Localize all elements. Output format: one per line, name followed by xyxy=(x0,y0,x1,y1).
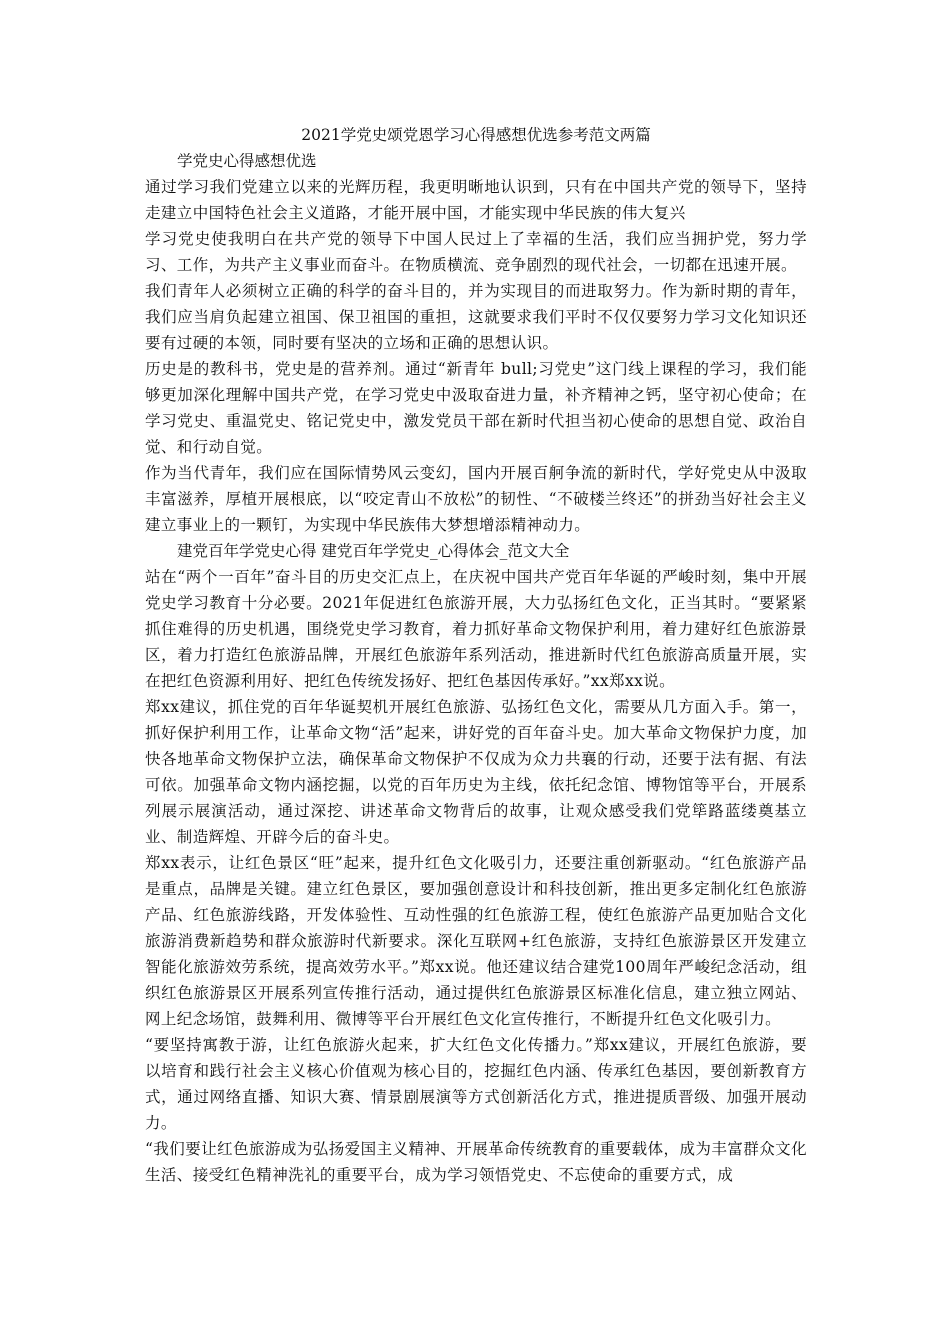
paragraph: 我们青年人必须树立正确的科学的奋斗目的，并为实现目的而进取努力。作为新时期的青年，我们应当肩负起建立祖国、保卫祖国的重担，这就要求我们平时不仅仅要努力学习文化知识还要有过硬的本领，同时要有坚决的立场和正确的思想认识。 xyxy=(145,282,807,352)
document-page xyxy=(145,122,807,1188)
section-study-party-history xyxy=(145,148,807,538)
paragraph: “要坚持寓教于游，让红色旅游火起来，扩大红色文化传播力。”郑xx建议，开展红色旅游，要以培育和践行社会主义核心价值观为核心目的，挖掘红色内涵、传承红色基因，要创新教育方式，通过网络直播、知识大赛、情景剧展演等方式创新活化方式，推进提质晋级、加强开展动力。 xyxy=(145,1036,807,1132)
paragraph: 郑xx表示，让红色景区“旺”起来，提升红色文化吸引力，还要注重创新驱动。“红色旅游产品是重点，品牌是关键。建立红色景区，要加强创意设计和科技创新，推出更多定制化红色旅游产品、红色旅游线路，开发体验性、互动性强的红色旅游工程，使红色旅游产品更加贴合文化旅游消费新趋势和群众旅游时代新要求。深化互联网+红色旅游，支持红色旅游景区开发建立智能化旅游效劳系统，提高效劳水平。”郑xx说。他还建议结合建党100周年严峻纪念活动，组织红色旅游景区开展系列宣传推行活动，通过提供红色旅游景区标准化信息，建立独立网站、网上纪念场馆，鼓舞利用、微博等平台开展红色文化宣传推行，不断提升红色文化吸引力。 xyxy=(145,854,807,1028)
paragraph: “我们要让红色旅游成为弘扬爱国主义精神、开展革命传统教育的重要载体，成为丰富群众文化生活、接受红色精神洗礼的重要平台，成为学习领悟党史、不忘使命的重要方式，成 xyxy=(145,1140,807,1184)
section-heading: 学党史心得感想优选 xyxy=(177,152,317,170)
paragraph: 历史是的教科书，党史是的营养剂。通过“新青年 bull;习党史”这门线上课程的学习，我们能够更加深化理解中国共产党，在学习党史中汲取奋进力量，补齐精神之钙，坚守初心使命；在学习党史、重温党史、铭记党史中，激发党员干部在新时代担当初心使命的思想自觉、政治自觉、和行动自觉。 xyxy=(145,360,807,456)
paragraph: 通过学习我们党建立以来的光辉历程，我更明晰地认识到，只有在中国共产党的领导下，坚持走建立中国特色社会主义道路，才能开展中国，才能实现中华民族的伟大复兴 xyxy=(145,178,807,222)
section-centenary-red-tourism xyxy=(145,538,807,1188)
paragraph: 学习党史使我明白在共产党的领导下中国人民过上了幸福的生活，我们应当拥护党，努力学习、工作，为共产主义事业而奋斗。在物质横流、竞争剧烈的现代社会，一切都在迅速开展。 xyxy=(145,230,807,274)
paragraph: 站在“两个一百年”奋斗目的历史交汇点上，在庆祝中国共产党百年华诞的严峻时刻，集中开展党史学习教育十分必要。2021年促进红色旅游开展，大力弘扬红色文化，正当其时。“要紧紧抓住难得的历史机遇，围绕党史学习教育，着力抓好革命文物保护利用，着力建好红色旅游景区，着力打造红色旅游品牌，开展红色旅游年系列活动，推进新时代红色旅游高质量开展，实在把红色资源利用好、把红色传统发扬好、把红色基因传承好。”xx郑xx说。 xyxy=(145,568,807,690)
paragraph: 作为当代青年，我们应在国际情势风云变幻，国内开展百舸争流的新时代，学好党史从中汲取丰富滋养，厚植开展根底，以“咬定青山不放松”的韧性、“不破楼兰终还”的拼劲当好社会主义建立事业上的一颗钉，为实现中华民族伟大梦想增添精神动力。 xyxy=(145,464,807,534)
paragraph: 郑xx建议，抓住党的百年华诞契机开展红色旅游、弘扬红色文化，需要从几方面入手。第一，抓好保护利用工作，让革命文物“活”起来，讲好党的百年奋斗史。加大革命文物保护力度，加快各地革命文物保护立法，确保革命文物保护不仅成为众力共襄的行动，还要于法有据、有法可依。加强革命文物内涵挖掘，以党的百年历史为主线，依托纪念馆、博物馆等平台，开展系列展示展演活动，通过深挖、讲述革命文物背后的故事，让观众感受我们党筚路蓝缕奠基立业、制造辉煌、开辟今后的奋斗史。 xyxy=(145,698,807,846)
section-heading: 建党百年学党史心得 建党百年学党史_心得体会_范文大全 xyxy=(177,542,570,560)
document-title: 2021学党史颂党恩学习心得感想优选参考范文两篇 xyxy=(301,126,651,144)
